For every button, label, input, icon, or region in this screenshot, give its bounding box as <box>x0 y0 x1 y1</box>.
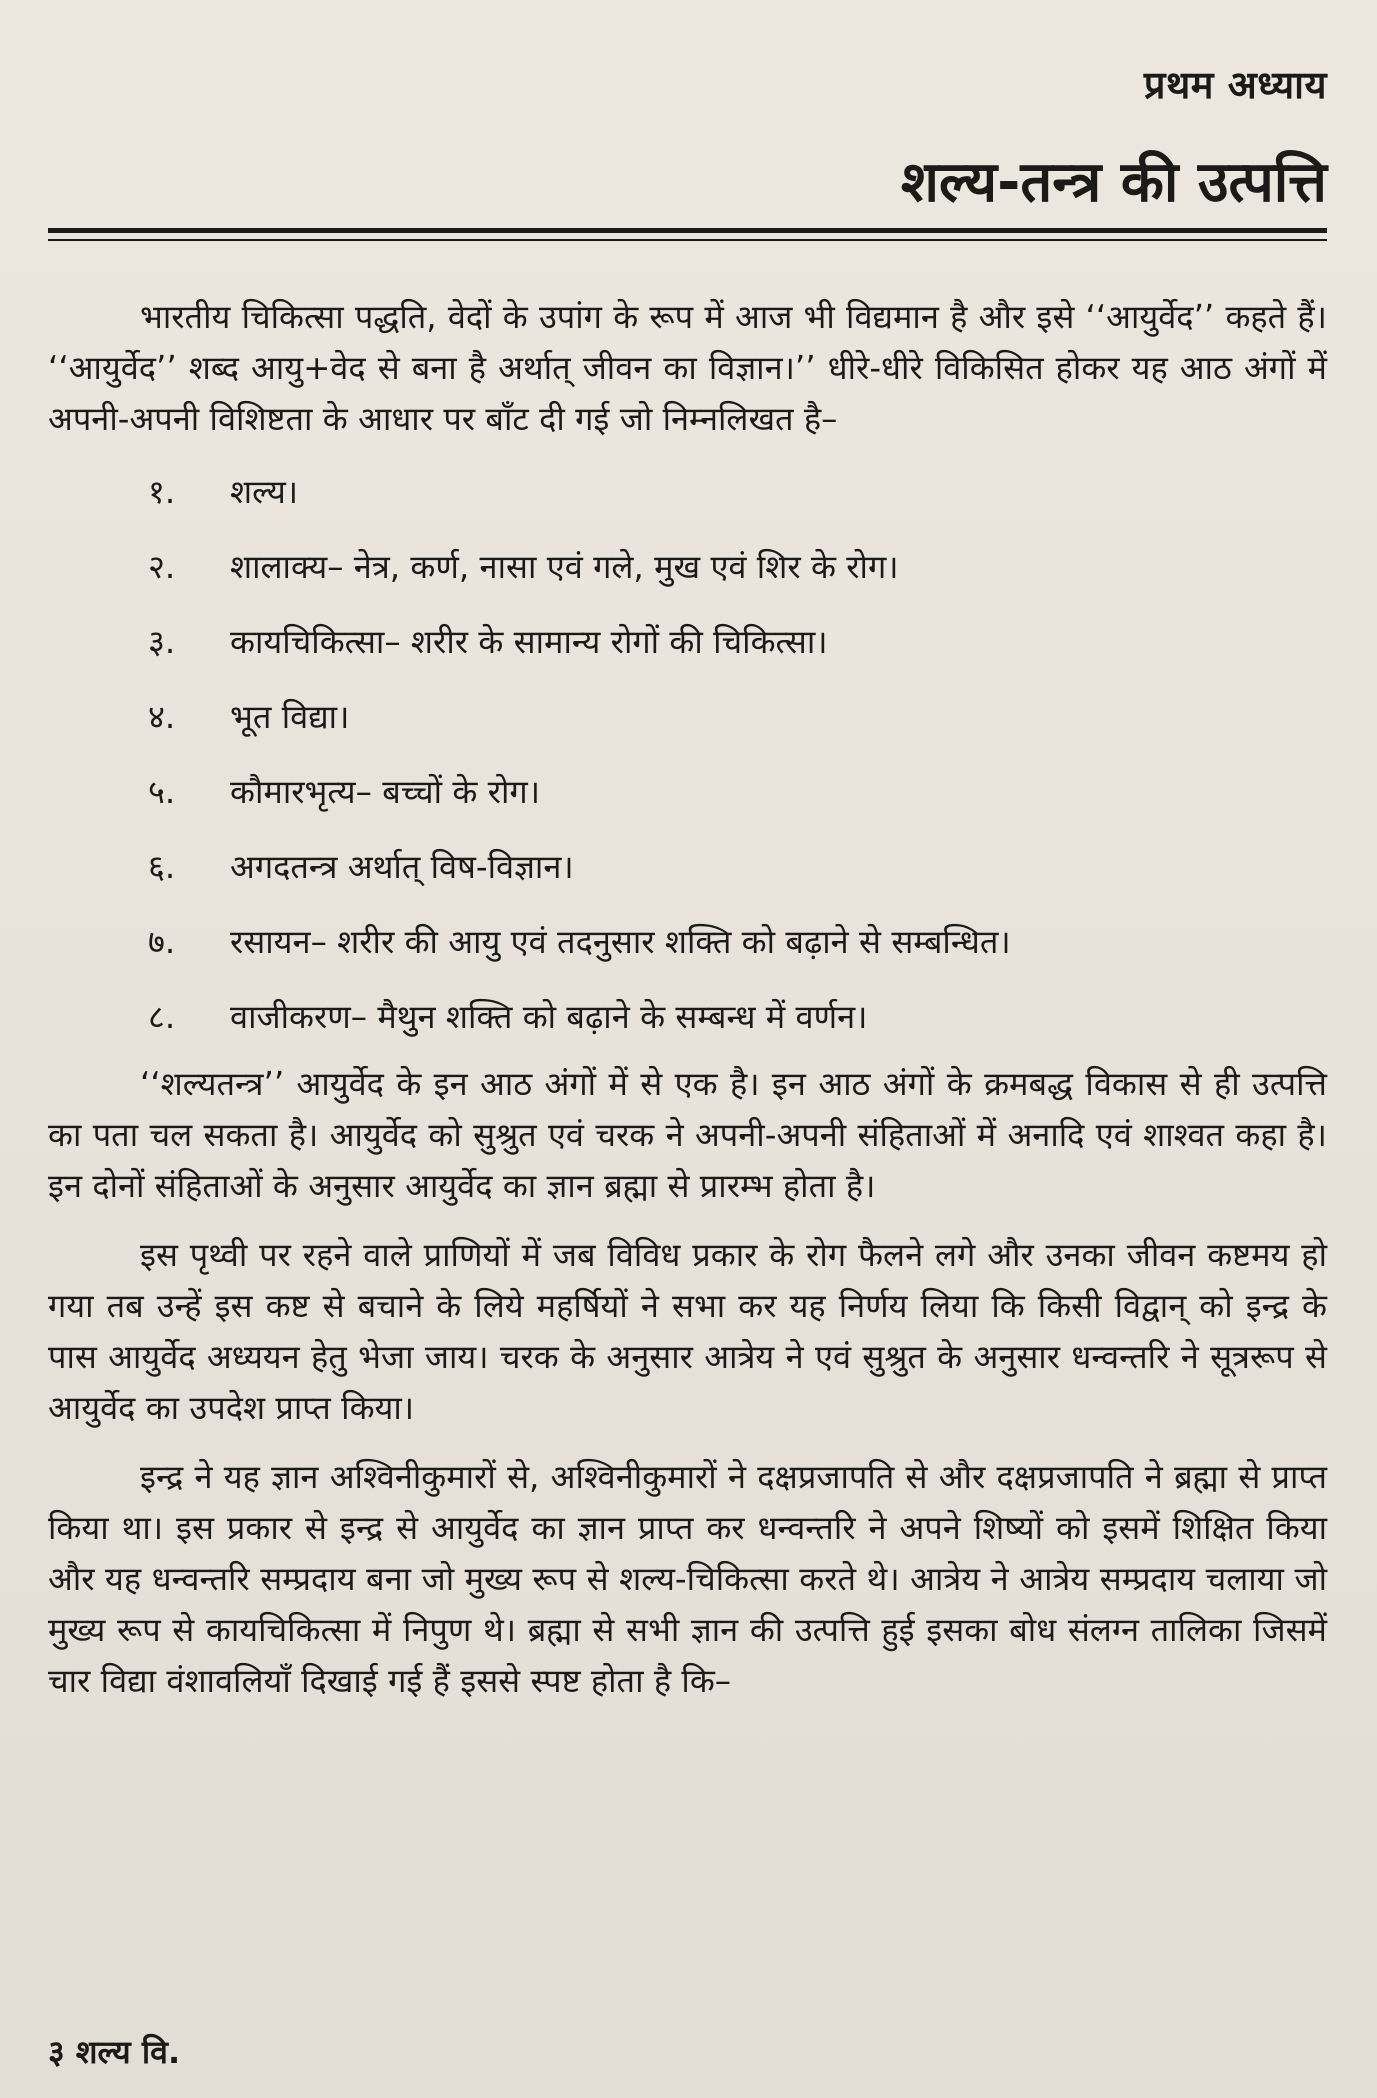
list-item <box>48 680 1327 755</box>
page-signature: ३ शल्य वि. <box>48 2033 181 2071</box>
list-item-text: शालाक्य– नेत्र, कर्ण, नासा एवं गले, मुख एवं शिर के रोग। <box>230 548 899 586</box>
list-item-text: रसायन– शरीर की आयु एवं तदनुसार शक्ति को बढ़ाने से सम्बन्धित। <box>230 923 1011 961</box>
lineage-paragraph: इन्द्र ने यह ज्ञान अश्विनीकुमारों से, अश्विनीकुमारों ने दक्षप्रजापति से और दक्षप्रजापति ने ब्रह्मा से प्राप्त किया था। इस प्रकार से इन्द्र से आयुर्वेद का ज्ञान प्राप्त कर धन्वन्तरि ने अपने शिष्यों को इसमें शिक्षित किया और यह धन्वन्तरि सम्प्रदाय बना जो मुख्य रूप से शल्य-चिकित्सा करते थे। आत्रेय ने आत्रेय सम्प्रदाय चलाया जो मुख्य रूप से कायचिकित्सा में निपुण थे। ब्रह्मा से सभी ज्ञान की उत्पत्ति हुई इसका बोध संलग्न तालिका जिसमें चार विद्या वंशावलियाँ दिखाई गई हैं इससे स्पष्ट होता है कि– <box>48 1458 1327 1700</box>
list-item-text: अगदतन्त्र अर्थात् विष-विज्ञान। <box>230 848 574 886</box>
list-item-text: कौमारभृत्य– बच्चों के रोग। <box>230 773 541 811</box>
intro-paragraph: भारतीय चिकित्सा पद्धति, वेदों के उपांग के रूप में आज भी विद्यमान है और इसे ‘‘आयुर्वेद’’ कहते हैं। ‘‘आयुर्वेद’’ शब्द आयु+वेद से बना है अर्थात् जीवन का विज्ञान।’’ धीरे-धीरे विकिसित होकर यह आठ अंगों में अपनी-अपनी विशिष्टता के आधार पर बाँट दी गई जो निम्नलिखत है– <box>48 298 1327 438</box>
header-rule-thin <box>48 239 1327 241</box>
origin-paragraph: इस पृथ्वी पर रहने वाले प्राणियों में जब विविध प्रकार के रोग फैलने लगे और उनका जीवन कष्टमय हो गया तब उन्हें इस कष्ट से बचाने के लिये महर्षियों ने सभा कर यह निर्णय लिया कि किसी विद्वान् को इन्द्र के पास आयुर्वेद अध्ययन हेतु भेजा जाय। चरक के अनुसार आत्रेय ने एवं सुश्रुत के अनुसार धन्वन्तरि ने सूत्ररूप से आयुर्वेद का उपदेश प्राप्त किया। <box>48 1236 1327 1427</box>
list-item <box>48 905 1327 980</box>
list-item-number: ४. <box>148 698 176 736</box>
list-item <box>48 455 1327 530</box>
list-item <box>48 830 1327 905</box>
list-item <box>48 605 1327 680</box>
chapter-label: प्रथम अध्याय <box>1143 63 1327 107</box>
header-rule-thick <box>48 228 1327 233</box>
list-item-text: कायचिकित्सा– शरीर के सामान्य रोगों की चिकित्सा। <box>230 623 828 661</box>
list-item <box>48 755 1327 830</box>
list-item-number: ३. <box>148 623 176 661</box>
list-item-number: ७. <box>148 923 176 961</box>
chapter-title: शल्य-तन्त्र की उत्पत्ति <box>900 150 1327 215</box>
list-item-text: भूत विद्या। <box>230 698 350 736</box>
shalya-tantra-paragraph: ‘‘शल्यतन्त्र’’ आयुर्वेद के इन आठ अंगों में से एक है। इन आठ अंगों के क्रमबद्ध विकास से ही उत्पत्ति का पता चल सकता है। आयुर्वेद को सुश्रुत एवं चरक ने अपनी-अपनी संहिताओं में अनादि एवं शाश्वत कहा है। इन दोनों संहिताओं के अनुसार आयुर्वेद का ज्ञान ब्रह्मा से प्रारम्भ होता है। <box>48 1065 1327 1205</box>
list-item-number: ५. <box>148 773 176 811</box>
list-item <box>48 980 1327 1055</box>
list-item-number: ८. <box>148 998 176 1036</box>
list-item-number: २. <box>148 548 176 586</box>
list-item <box>48 530 1327 605</box>
list-item-text: शल्य। <box>230 473 299 511</box>
ayurveda-branches-list <box>48 455 1327 1055</box>
list-item-text: वाजीकरण– मैथुन शक्ति को बढ़ाने के सम्बन्ध में वर्णन। <box>230 998 868 1036</box>
chapter-body <box>48 292 1327 1707</box>
list-item-number: १. <box>148 473 176 511</box>
list-item-number: ६. <box>148 848 176 886</box>
